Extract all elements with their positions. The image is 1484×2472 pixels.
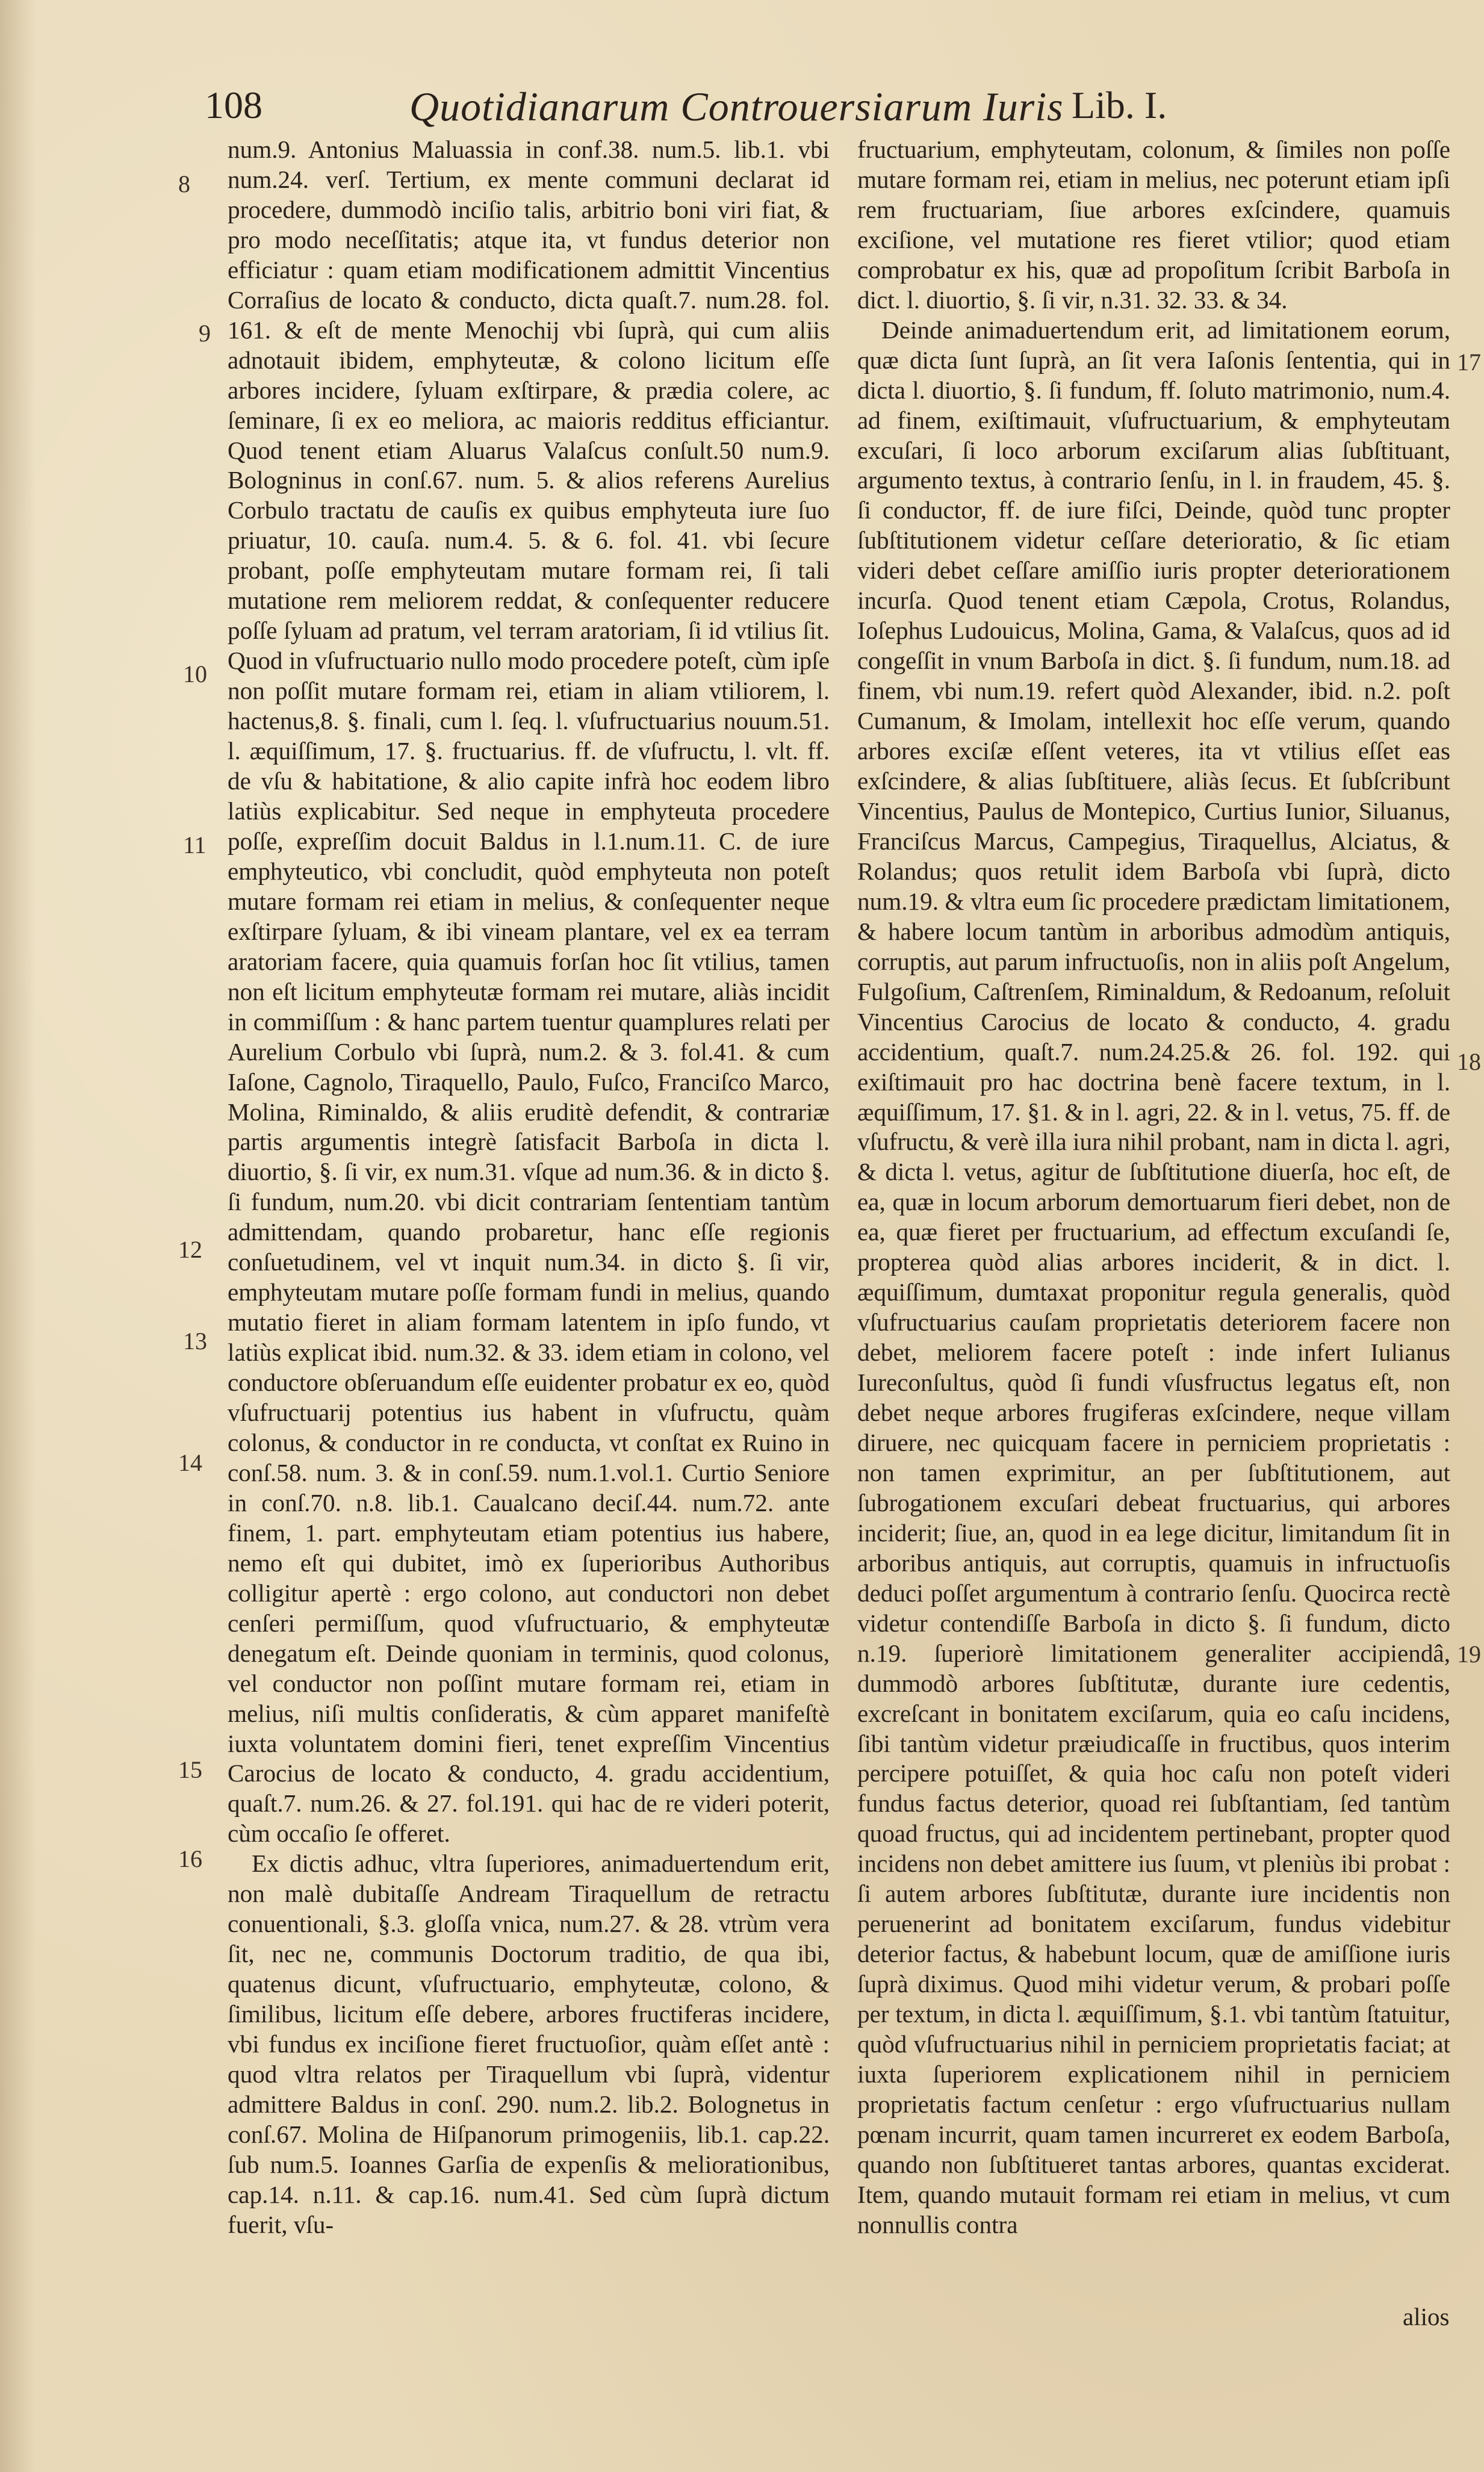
- folio-number: 108: [205, 84, 262, 126]
- margin-number: 14: [178, 1449, 202, 1476]
- margin-number: 8: [178, 170, 190, 197]
- paragraph: Deinde animaduertendum erit, ad limitationem eorum, quæ dicta ſunt ſuprà, an ſit vera Iaſonis ſententia, qui in dicta l. diuortio, §. ſi fundum, ff. ſoluto matrimonio, num.4. ad finem, exiſtimauit, vſufructuarium, & emphyteutam excuſari, ſi loco arborum exciſarum alias ſubſtituant, argumento textus, à contrario ſenſu, in l. in fraudem, 45. §. ſi conductor, ff. de iure fiſci, Deinde, quòd tunc propter ſubſtitutionem videtur ceſſare deterioratio, & ſic etiam videri debet ceſſare amiſſio iuris propter deteriorationem incurſa. Quod tenent etiam Cæpola, Crotus, Rolandus, Ioſephus Ludouicus, Molina, Gama, & Valaſcus, quos ad id congeſſit in vnum Barboſa in dict. §. ſi fundum, num.18. ad finem, vbi num.19. refert quòd Alexander, ibid. n.2. poſt Cumanum, & Imolam, intellexit hoc eſſe verum, quando arbores exciſæ eſſent veteres, ita vt vtilius eſſet eas exſcindere, & alias ſubſtituere, aliàs ſecus. Et ſubſcribunt Vincentius, Paulus de Montepico, Curtius Iunior, Siluanus, Franciſcus Marcus, Campegius, Tiraquellus, Alciatus, & Rolandus; quos retulit idem Barboſa vbi ſuprà, dicto num.19. & vltra eum ſic procedere prædictam limitationem, & habere locum tantùm in arboribus admodùm antiquis, corruptis, aut parum infructuoſis, non in aliis poſt Angelum, Fulgoſium, Caſtrenſem, Riminaldum, & Redoanum, reſoluit Vincentius Carocius de locato & conducto, 4. gradu accidentium, quaſt.7. num.24.25.& 26. fol. 192. qui exiſtimauit pro hac doctrina benè facere textum, in l. æquiſſimum, 17. §1. & in l. agri, 22. & in l. vetus, 75. ff. de vſufructu, & verè illa iura nihil probant, nam in dicta l. agri, & dicta l. vetus, agitur de ſubſtitutione diuerſa, hoc eſt, de ea, quæ in locum arborum demortuarum fieri debet, non de ea, quæ fieret per fructuarium, ad effectum excuſandi ſe, propterea quòd alias arbores inciderit, & in dict. l. æquiſſimum, dumtaxat proponitur regula generalis, quòd vſufructuarius cauſam proprietatis deteriorem facere non debet, meliorem facere poteſt : inde infert Iulianus Iureconſultus, quòd ſi fundi vſusfructus legatus eſt, non debet neque arbores frugiferas exſcindere, neque villam diruere, nec quicquam facere in perniciem proprietatis : non tamen exprimitur, an per ſubſtitutionem, aut ſubrogationem excuſari debeat fructuarius, qui arbores inciderit; ſiue, an, quod in ea lege dicitur, limitandum ſit in arboribus antiquis, aut corruptis, quamuis in infructuoſis deduci poſſet argumentum à contrario ſenſu. Quocirca rectè videtur contendiſſe Barboſa in dicto §. ſi fundum, dicto n.19. ſuperiorè limitationem generaliter accipiendâ, dummodò arbores ſubſtitutæ, durante iure cedentis, excreſcant in bonitatem exciſarum, quia eo caſu incidens, ſibi tantùm videtur præiudicaſſe in fructibus, quos interim percipere potuiſſet, & quia hoc caſu non poteſt videri fundus factus deterior, quoad rei ſubſtantiam, ſed tantùm quoad fructus, qui ad incidentem pertinebant, propter quod incidens non debet amittere ius ſuum, vt pleniùs ibi probat : ſi autem arbores ſubſtitutæ, durante iure incidentis non peruenerint ad bonitatem exciſarum, fundus videbitur deterior factus, & habebunt locum, quæ de amiſſione iuris ſuprà diximus. Quod mihi videtur verum, & probari poſſe per textum, in dicta l. æquiſſimum, §.1. vbi tantùm ſtatuitur, quòd vſufructuarius nihil in perniciem proprietatis faciat; at iuxta ſuperiorem explicationem nihil in perniciem proprietatis factum cenſetur : ergo vſufructuarius nullam pœnam incurrit, quam tamen incurreret ex eodem Barboſa, quando non ſubſtitueret tantas arbores, quantas exciderat. Item, quando mutauit formam rei etiam in melius, vt cum nonnullis contra: [857, 315, 1450, 2238]
- margin-number: 10: [183, 660, 207, 688]
- paragraph: Ex dictis adhuc, vltra ſuperiores, animaduertendum erit, non malè dubitaſſe Andream Tiraquellum de retractu conuentionali, §.3. gloſſa vnica, num.27. & 28. vtrùm vera ſit, nec ne, communis Doctorum traditio, de qua ibi, quatenus dicunt, vſufructuario, emphyteutæ, colono, & ſimilibus, licitum eſſe debere, arbores fructiferas incidere, vbi fundus ex inciſione fieret fructuoſior, quàm eſſet antè : quod vltra relatos per Tiraquellum vbi ſuprà, videntur admittere Baldus in conſ. 290. num.2. lib.2. Bolognetus in conſ.67. Molina de Hiſpanorum primogeniis, lib.1. cap.22. ſub num.5. Ioannes Garſia de expenſis & meliorationibus, cap.14. n.11. & cap.16. num.41. Sed cùm ſuprà dictum fuerit, vſu-: [228, 1849, 830, 2238]
- left-column: [228, 135, 830, 2240]
- margin-number: 13: [183, 1328, 207, 1355]
- page-edge-shadow: [0, 0, 36, 2472]
- margin-number: 18: [1457, 1048, 1481, 1075]
- running-title: Quotidianarum Controuersiarum Iuris: [409, 84, 1064, 129]
- margin-number: 19: [1457, 1641, 1481, 1668]
- margin-number: 15: [178, 1756, 202, 1783]
- paragraph: fructuarium, emphyteutam, colonum, & ſimiles non poſſe mutare formam rei, etiam in melius, nec poterunt etiam ipſi rem fructuariam, ſiue arbores exſcindere, quamuis exciſione, vel mutatione res fieret vtilior; quod etiam comprobatur ex his, quæ ad propoſitum ſcribit Barboſa in dict. l. diuortio, §. ſi vir, n.31. 32. 33. & 34.: [857, 135, 1450, 314]
- margin-number: 17: [1457, 349, 1481, 376]
- margin-number: 9: [199, 320, 211, 347]
- margin-number: 12: [178, 1236, 202, 1263]
- margin-number: 11: [183, 831, 206, 859]
- paragraph: num.9. Antonius Maluassia in conf.38. num.5. lib.1. vbi num.24. verſ. Tertium, ex mente communi declarat id procedere, dummodò inciſio talis, arbitrio boni viri fiat, & pro modo neceſſitatis; atque ita, vt fundus deterior non efficiatur : quam etiam modificationem admittit Vincentius Corraſius de locato & conducto, dicta quaſt.7. num.28. fol. 161. & eſt de mente Menochij vbi ſuprà, qui cum aliis adnotauit ibidem, emphyteutæ, & colono licitum eſſe arbores incidere, ſyluam exſtirpare, & prædia colere, ac ſeminare, ſi ex eo meliora, ac maioris redditus efficiantur. Quod tenent etiam Aluarus Valaſcus conſult.50 num.9. Bologninus in conſ.67. num. 5. & alios referens Aurelius Corbulo tractatu de cauſis ex quibus emphyteuta iure ſuo priuatur, 10. cauſa. num.4. 5. & 6. fol. 41. vbi ſecure probant, poſſe emphyteutam mutare formam rei, ſi tali mutatione rem meliorem reddat, & conſequenter reducere poſſe ſyluam ad pratum, vel terram aratoriam, ſi id vtilius ſit. Quod in vſufructuario nullo modo procedere poteſt, cùm ipſe non poſſit mutare formam rei, etiam in aliam vtiliorem, l. hactenus,8. §. finali, cum l. ſeq. l. vſufructuarius nouum.51. l. æquiſſimum, 17. §. fructuarius. ff. de vſufructu, l. vlt. ff. de vſu & habitatione, & alio capite infrà hoc eodem libro latiùs explicabitur. Sed neque in emphyteuta procedere poſſe, expreſſim docuit Baldus in l.1.num.11. C. de iure emphyteutico, vbi concludit, quòd emphyteuta non poteſt mutare formam rei etiam in melius, & conſequenter neque exſtirpare ſyluam, & ibi vineam plantare, vel ex ea terram aratoriam facere, quia quamuis forſan hoc ſit vtilius, tamen non eſt licitum emphyteutæ formam rei mutare, aliàs incidit in commiſſum : & hanc partem tuentur quamplures relati per Aurelium Corbulo vbi ſuprà, num.2. & 3. fol.41. & cum Iaſone, Cagnolo, Tiraquello, Paulo, Fuſco, Franciſco Marco, Molina, Riminaldo, & aliis eruditè defendit, & contrariæ partis argumentis integrè ſatisfacit Barboſa in dicta l. diuortio, §. ſi vir, ex num.31. vſque ad num.36. & in dicto §. ſi fundum, num.20. vbi dicit contrariam ſententiam tantùm admittendam, quando probaretur, hanc eſſe regionis conſuetudinem, vel vt inquit num.34. in dicto §. ſi vir, emphyteutam mutare poſſe formam fundi in melius, quando mutatio fieret in aliam formam latentem in ipſo fundo, vt latiùs explicat ibid. num.32. & 33. idem etiam in colono, vel conductore obſeruandum eſſe euidenter probatur ex eo, quòd vſufructuarij potentius ius habent in vſufructu, quàm colonus, & conductor in re conducta, vt conſtat ex Ruino in conſ.58. num. 3. & in conſ.59. num.1.vol.1. Curtio Seniore in conſ.70. n.8. lib.1. Caualcano deciſ.44. num.72. ante finem, 1. part. emphyteutam etiam potentius ius habere, nemo eſt qui dubitet, imò ex ſuperioribus Authoribus colligitur apertè : ergo colono, aut conductori non debet cenſeri permiſſum, quod vſufructuario, & emphyteutæ denegatum eſt. Deinde quoniam in terminis, quod colonus, vel conductor non poſſint mutare formam rei, etiam in melius, niſi multis conſideratis, & cùm apparet manifeſtè iuxta voluntatem domini fieri, tenet expreſſim Vincentius Carocius de locato & conducto, 4. gradu accidentium, quaſt.7. num.26. & 27. fol.191. qui hac de re videri poterit, cùm occaſio ſe offeret.: [228, 135, 830, 1848]
- book-label: Lib. I.: [1072, 84, 1167, 126]
- right-column: [857, 135, 1450, 2240]
- margin-number: 16: [178, 1845, 202, 1872]
- catchword: alios: [1403, 2303, 1450, 2331]
- page-header: [205, 83, 1421, 131]
